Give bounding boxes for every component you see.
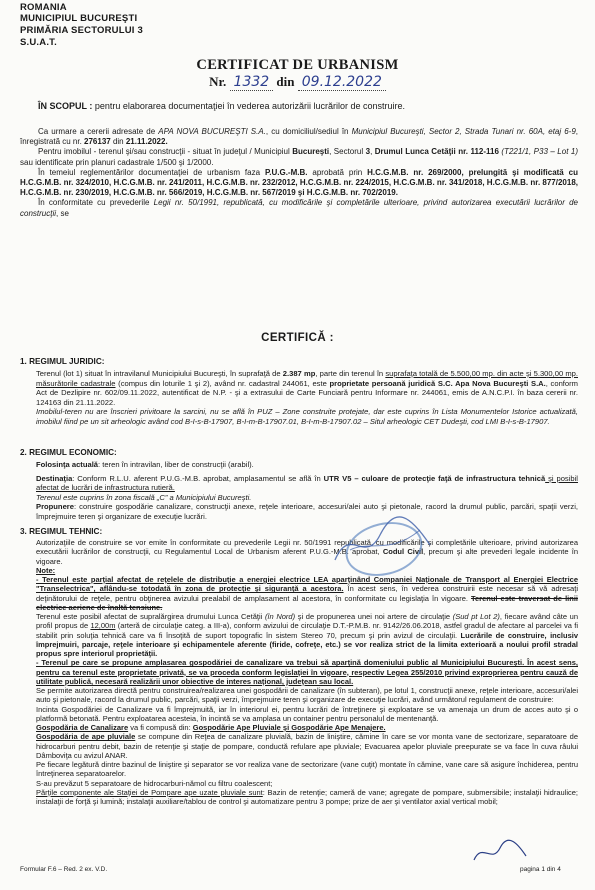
intro-section [20,127,578,219]
header-city-hall: PRIMĂRIA SECTORULUI 3 [20,25,143,36]
header-department: S.U.A.T. [20,37,57,48]
scope-text: pentru elaborarea documentaţiei în vederea autorizării lucrărilor de construire. [94,101,406,111]
footer-form-code: Formular F.6 – Red. 2 ex. V.D. [20,866,108,873]
certificate-number: 1332 [230,74,274,91]
nr-prefix: Nr. [209,74,227,89]
signature-scribble [330,505,440,575]
certificate-date: 09.12.2022 [298,74,386,91]
intro-request: Ca urmare a cererii adresate de APA NOVA BUCUREŞTI S.A., cu domiciliul/sediul în Municipiul Bucureşti, Sector 2, Strada Tunari nr. 60A, etaj 6-9, înregistrată cu nr. 276137 din 21.11.2022. [20,127,579,147]
footer-page-number: pagina 1 din 4 [520,866,561,873]
scope-label: ÎN SCOPUL : [38,101,93,111]
certificate-number-line [0,74,595,91]
din-label: din [276,74,295,89]
section-economic-heading: 2. REGIMUL ECONOMIC: [20,448,117,457]
header-country: ROMANIA [20,2,67,13]
intro-property: Pentru imobilul - terenul şi/sau construcţii - situat în judeţul / Municipiul Bucureşti, Sectorul 3, Drumul Lunca Cetăţii nr. 112-116 (T221/1, P33 – Lot 1) sau identificate prin planuri cadastrale 1/500 şi 1/2000. [20,147,579,167]
section-economic-body: Folosinţa actuală: teren în intravilan, liber de construcţii (arabil). Destinaţia: Conform R.L.U. aferent P.U.G.-M.B. aprobat, amplasamentul se află în UTR V5 – culoare de protecţie faţă de infrastructura tehnică şi posibil afectat de lucrări de infrastructura rutieră. Terenul este cuprins în zona fiscală „C” a Municipiului Bucureşti. Propunere: construire gospodărie canalizare, construcţii anexe, reţele interioare, accesuri/alei auto şi pietonale, racord la drumul public, parcări, spaţii verzi, împrejmuire teren şi organizare de execuţie lucrări. [36,460,578,521]
intro-regulations: În temeiul reglementărilor documentaţiei de urbanism faza P.U.G.-M.B. aprobată prin H.C.G.M.B. nr. 269/2000, prelungită şi modificată cu H.C.G.M.B. nr. 324/2010, H.C.G.M.B. nr. 241/2011, H.C.G.M.B. nr. 232/2012, H.C.G.M.B. nr. 224/2015, H.C.G.M.B. nr. 341/2018, H.C.G.M.B. nr. 877/2018, H.C.G.M.B. nr. 230/2019, H.C.G.M.B. nr. 566/2019, H.C.G.M.B. nr. 567/2019 şi H.C.G.M.B. nr. 702/2019. [20,167,578,198]
section-tehnic-body: Autorizaţiile de construire se vor emite în conformitate cu prevederile Legii nr. 50/1991 republicată, cu modificările şi completările ulterioare, privind autorizarea executării lucrărilor de construcţii, cu Regulamentul Local de Urbanism aferent P.U.G.-M.B. aprobat, Codul Civil, precum şi alte prevederi legale incidente în vigoare. Note: - Terenul este parţial afectat de reţelele de distribuţie a energiei electrice LEA aparţinând Companiei Naţionale de Transport al Energiei Electrice "Transelectrica", aflându-se totodată în zona de protecţie şi siguranţă a acestora. În acest sens, în vederea construirii este necesar să vă adresaţi deţinătorului de reţele, pentru obţinerea avizului prealabil de amplasament al acestora, în conformitate cu legislaţia în vigoare. Terenul este traversat de linii electrice aeriene de înaltă tensiune. Terenul este posibil afectat de supralărgirea drumului Lunca Cetăţii (în Nord) şi de propunerea unei noi artere de circulaţie (Sud pt Lot 2), fiecare având câte un profil propus de 12,00m (arteră de circulaţie categ. a III-a), conform avizului de circulaţie D.T.-P.M.B. nr. 9142/26.06.2018, astfel gradul de afectare al parcelei va fi stabilit prin soluţia tehnică care va fi însoţită de suport topografic în sistem Stereo 70, precum şi prin avizul de circulaţii. Lucrările de construire, inclusiv împrejmuiri, parcaje, reţele interioare şi echipamentele aferente (firide, cofreţe, etc.) se vor realiza strict de la limita exterioară a noului profil stradal propus spre interiorul proprietăţii. - Terenul pe care se propune amplasarea gospodăriei de canalizare va trebui să aparţină domeniului public al Municipiului Bucureşti. În acest sens, pentru ca terenul este proprietate privată, se va proceda conform legislaţiei în vigoare, respectiv Legea 255/2010 privind exproprierea pentru cauză de utilitate publică, necesară realizării unor obiective de interes naţional, judeţean sau local. Se permite autorizarea directă pentru construirea/realizarea unei gospodării de canalizare (în subteran), pe lotul 1, construcţii anexe, reţele interioare, accesuri/alei auto şi pietonale, racord la drumul public, parcări, spaţii verzi, împrejmuire teren şi organizare de execuţie lucrări, având următorul regulament de construire: Incinta Gospodăriei de Canalizare va fi împrejmuită, iar în interiorul ei, pentru lucrări de întreţinere şi exploatare se va amenaja un drum de acces auto şi o platformă betonată. Pentru exploatarea acesteia, în incintă se va amplasa un container pentru personalul de mentenanţă. Gospodăria de Canalizare va fi compusă din: Gospodărie Ape Pluviale şi Gospodărie Ape Menajere. Gospodăria de ape pluviale se compune din Reţea de canalizare pluvială, bazin de liniştire, cămine în care se vor monta vane de sectorizare, separatoare de hidrocarburi pentru debit, bazin de retenţie şi staţie de pompare, conductă refulare ape pluviale; Evacuarea apelor pluviale preepurate se va face în cuva râului Dâmboviţa cu avizul ANAR. Pe fiecare legătură dintre bazinul de liniştire şi separator se vor realiza vane de sectorizare (vane cuţit) montate în cămine, vane care să asigure închiderea, pentru întreţinerea separatoarelor. S-au prevăzut 5 separatoare de hidrocarburi-nămol cu filtru coalescent; Părţile componente ale Staţiei de Pompare ape uzate pluviale sunt: Bazin de retenţie; cameră de vane; agregate de pompare, submersibile; instalaţii hidraulice; instalaţii de forţă şi lumină; instalaţii auxiliare/tablou de control şi automatizare pentru 3 pompe; prize de aer şi ventilator axial vertical mobil; [36,538,579,806]
section-tehnic-heading: 3. REGIMUL TEHNIC: [20,527,103,536]
section-juridic-heading: 1. REGIMUL JURIDIC: [20,357,105,366]
intro-law: În conformitate cu prevederile Legii nr. 50/1991, republicată, cu modificările şi completările ulterioare, privind autorizarea executării lucrărilor de construcţii, se [20,198,578,218]
certifica-heading: CERTIFICĂ : [261,332,334,344]
header-municipality: MUNICIPIUL BUCUREŞTI [20,13,138,24]
section-juridic-body: Terenul (lot 1) situat în intravilanul Municipiului Bucureşti, în suprafaţă de 2.387 mp, parte din terenul în suprafaţa totală de 5.500,00 mp. din acte şi 5.300,00 mp. măsurătorile cadastrale (compus din loturile 1 şi 2), având nr. cadastral 244061, este proprietate persoană juridică S.C. Apa Nova Bucureşti S.A., conform Act de Dezlipire nr. 602/09.11.2022, autentificat de N.P. - şi a extrasului de Carte Funciară pentru Informare nr. 244061, emis de A.N.C.P.I. în baza cererii nr. 124163 din 21.11.2022. Imobilul-teren nu are înscrieri privitoare la sarcini, nu se află în PUZ – Zone construite protejate, dar este cuprins în Lista Monumentelor Istorice actualizată, imobilul fiind pe un sit arheologic având cod B-I-s-B-17907, B-I-m-B-17907.01, B-I-m-B-17907.02 – Situl arheologic CET Dudeşti, cod LMI B-I-s-B-17907. [36,369,578,426]
initials-scribble [470,838,530,868]
document-title: CERTIFICAT DE URBANISM [196,57,399,73]
scope-line [20,101,578,112]
